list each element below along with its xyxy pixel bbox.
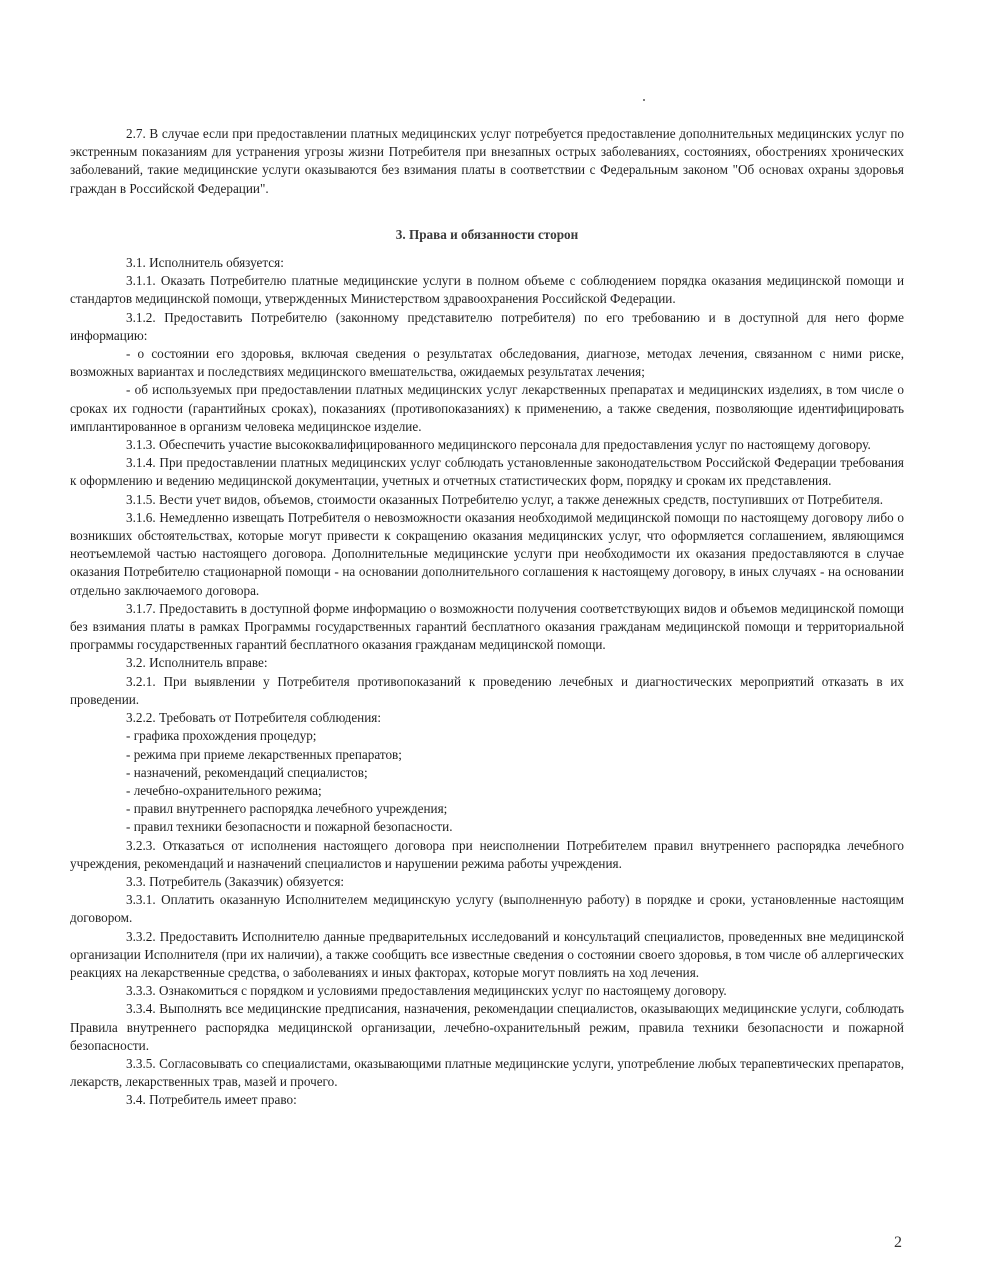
- paragraph: - правил внутреннего распорядка лечебного учреждения;: [126, 801, 448, 817]
- paragraph: 3.1.4. При предоставлении платных медицинских услуг соблюдать установленные законодательством Российской Федерации требования к оформлению и ведению медицинской документации, учетных и отчетных статистических форм, порядку и срокам их представления.: [70, 455, 904, 489]
- document-body: [70, 125, 904, 1110]
- paragraph: 3.2.1. При выявлении у Потребителя противопоказаний к проведению лечебных и диагностических мероприятий отказать в их проведении.: [70, 673, 904, 707]
- paragraph: 3.1.5. Вести учет видов, объемов, стоимости оказанных Потребителю услуг, а также денежных средств, поступивших от Потребителя.: [126, 491, 884, 507]
- paragraph: 3.3.4. Выполнять все медицинские предписания, назначения, рекомендации специалистов, оказывающих медицинские услуги, соблюдать Правила внутреннего распорядка медицинской организации, лечебно-охранительный режим, правила техники безопасности и пожарной безопасности.: [70, 1001, 904, 1053]
- paragraph-2-7: 2.7. В случае если при предоставлении платных медицинских услуг потребуется предоставление дополнительных медицинских услуг по экстренным показаниям для устранения угрозы жизни Потребителя при внезапных острых заболеваниях, состояниях, обострениях хронических заболеваний, такие медицинские услуги оказываются без взимания платы в соответствии с Федеральным законом "Об основах охраны здоровья граждан в Российской Федерации".: [70, 126, 904, 196]
- paragraph: - о состоянии его здоровья, включая сведения о результатах обследования, диагнозе, методах лечения, связанном с ними риске, возможных вариантах и последствиях медицинского вмешательства, ожидаемых результатах лечения;: [70, 346, 904, 380]
- paragraph: 3.1.3. Обеспечить участие высококвалифицированного медицинского персонала для предоставления услуг по настоящему договору.: [126, 437, 871, 453]
- paragraph: - режима при приеме лекарственных препаратов;: [126, 746, 402, 762]
- spacer: [70, 198, 904, 212]
- paragraph: 3.1. Исполнитель обязуется:: [126, 255, 284, 271]
- paragraph: - правил техники безопасности и пожарной безопасности.: [126, 819, 453, 835]
- paragraph: 3.1.1. Оказать Потребителю платные медицинские услуги в полном объеме с соблюдением порядка оказания медицинской помощи и стандартов медицинской помощи, утвержденных Министерством здравоохранения Российской Федерации.: [70, 273, 904, 307]
- paragraph: 3.3.3. Ознакомиться с порядком и условиями предоставления медицинских услуг по настоящему договору.: [126, 983, 727, 999]
- paragraph: 3.2.2. Требовать от Потребителя соблюдения:: [126, 710, 382, 726]
- section-3-paragraphs: [70, 254, 904, 1110]
- paragraph: 3.1.6. Немедленно извещать Потребителя о невозможности оказания необходимой медицинской помощи по настоящему договору либо о возникших обстоятельствах, которые могут привести к сокращению оказания медицинских услуг, что оформляется соглашением, являющимся неотъемлемой частью настоящего договора. Дополнительные медицинские услуги при необходимости их оказания предоставляются в случае оказания Потребителю стационарной помощи - на основании дополнительного соглашения к настоящему договору, в иных случаях - на основании отдельно заключаемого договора.: [70, 509, 904, 598]
- paragraph: - графика прохождения процедур;: [126, 728, 317, 744]
- paragraph: 3.4. Потребитель имеет право:: [126, 1092, 297, 1108]
- paragraph: 3.1.2. Предоставить Потребителю (законному представителю потребителя) по его требованию и в доступной для него форме информацию:: [70, 309, 904, 343]
- paragraph: 3.3. Потребитель (Заказчик) обязуется:: [126, 873, 345, 889]
- paragraph: 3.3.5. Согласовывать со специалистами, оказывающими платные медицинские услуги, употребление любых терапевтических препаратов, лекарств, лекарственных трав, мазей и прочего.: [70, 1055, 904, 1090]
- page-number: 2: [894, 1234, 902, 1251]
- paragraph: - лечебно-охранительного режима;: [126, 782, 322, 798]
- paragraph: 3.2. Исполнитель вправе:: [126, 655, 268, 671]
- paragraph: - назначений, рекомендаций специалистов;: [126, 764, 368, 780]
- paragraph: - об используемых при предоставлении платных медицинских услуг лекарственных препаратах и медицинских изделиях, в том числе о сроках их годности (гарантийных сроках), показаниях (противопоказаниях) к применению, а также сведения, позволяющие идентифицировать имплантированное в организм человека медицинское изделие.: [70, 382, 904, 434]
- paragraph: 3.3.2. Предоставить Исполнителю данные предварительных исследований и консультаций специалистов, проведенных вне медицинской организации Исполнителя (при их наличии), а также сообщить все известные сведения о состоянии своего здоровья, в том числе об аллергических реакциях на лекарственные средства, о заболеваниях и иных факторах, которые могут повлиять на ход лечения.: [70, 928, 904, 980]
- paragraph: 3.2.3. Отказаться от исполнения настоящего договора при неисполнении Потребителем правил внутреннего распорядка лечебного учреждения, рекомендаций и назначений специалистов и нарушении режима работы учреждения.: [70, 837, 904, 871]
- section-heading: 3. Права и обязанности сторон: [395, 226, 579, 242]
- scan-speck: [643, 99, 645, 101]
- paragraph: 3.3.1. Оплатить оказанную Исполнителем медицинскую услугу (выполненную работу) в порядке и сроки, установленные настоящим договором.: [70, 892, 904, 926]
- paragraph: 3.1.7. Предоставить в доступной форме информацию о возможности получения соответствующих видов и объемов медицинской помощи без взимания платы в рамках Программы государственных гарантий бесплатного оказания гражданам медицинской помощи и территориальной программы государственных гарантий бесплатного оказания гражданам медицинской помощи.: [70, 600, 904, 653]
